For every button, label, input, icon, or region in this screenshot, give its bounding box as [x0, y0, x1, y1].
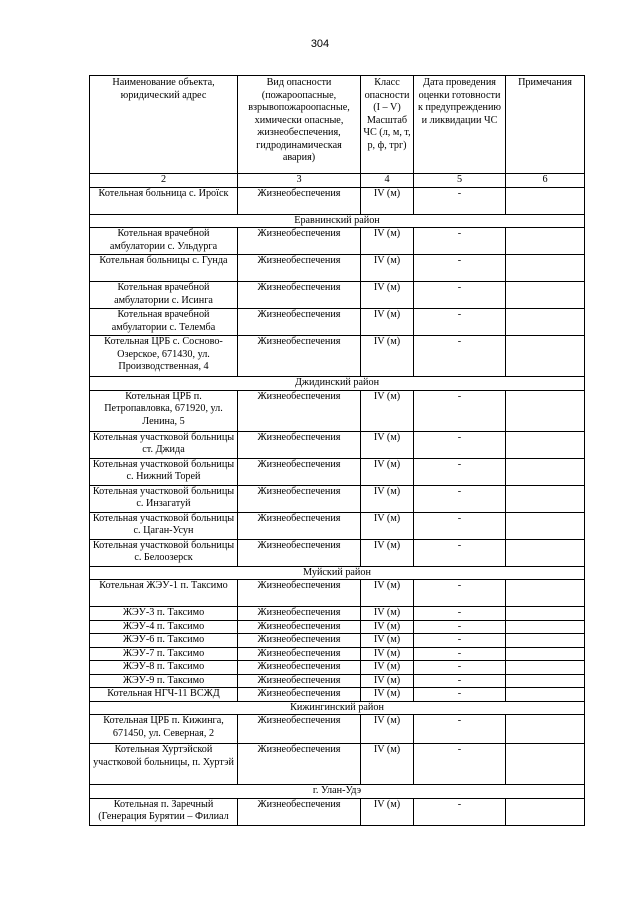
object-name-cell: ЖЭУ-3 п. Таксимо: [90, 607, 238, 621]
assessment-date-cell: -: [414, 744, 506, 785]
header-object-name: Наименование объекта, юридический адрес: [90, 76, 238, 174]
district-section-row: [90, 377, 585, 391]
hazard-class-cell: IV (м): [361, 620, 414, 634]
table-row: [90, 309, 585, 336]
hazard-class-cell: IV (м): [361, 228, 414, 255]
district-section-row: [90, 214, 585, 228]
table-row: [90, 255, 585, 282]
assessment-date-cell: -: [414, 228, 506, 255]
object-name-cell: Котельная участковой больницы ст. Джида: [90, 431, 238, 458]
table-row: [90, 634, 585, 648]
assessment-date-cell: -: [414, 485, 506, 512]
hazard-type-cell: Жизнеобеспечения: [238, 309, 361, 336]
header-notes: Примечания: [506, 76, 585, 174]
assessment-date-cell: -: [414, 634, 506, 648]
column-number: 5: [414, 174, 506, 188]
assessment-date-cell: -: [414, 620, 506, 634]
object-name-cell: Котельная участковой больницы с. Белоозерск: [90, 539, 238, 566]
assessment-date-cell: -: [414, 336, 506, 377]
table-row: [90, 458, 585, 485]
notes-cell: [506, 390, 585, 431]
hazard-class-cell: IV (м): [361, 282, 414, 309]
table-row: [90, 282, 585, 309]
table-row: [90, 607, 585, 621]
table-row: [90, 228, 585, 255]
hazard-type-cell: Жизнеобеспечения: [238, 539, 361, 566]
header-hazard-class: Класс опасности (I – V) Масштаб ЧС (л, м, т, р, ф, трг): [361, 76, 414, 174]
hazard-class-cell: IV (м): [361, 715, 414, 744]
table-row: [90, 661, 585, 675]
hazard-type-cell: Жизнеобеспечения: [238, 390, 361, 431]
table-row: [90, 798, 585, 825]
assessment-date-cell: -: [414, 674, 506, 688]
table-row: [90, 539, 585, 566]
table-row: [90, 512, 585, 539]
district-title: Муйский район: [90, 566, 585, 580]
object-name-cell: Котельная ЦРБ с. Сосново-Озерское, 671430, ул. Производственная, 4: [90, 336, 238, 377]
page-number: 304: [310, 38, 330, 50]
object-name-cell: Котельная больница с. Ироїск: [90, 187, 238, 214]
notes-cell: [506, 798, 585, 825]
notes-cell: [506, 309, 585, 336]
hazard-type-cell: Жизнеобеспечения: [238, 634, 361, 648]
hazard-class-cell: IV (м): [361, 309, 414, 336]
hazard-class-cell: IV (м): [361, 431, 414, 458]
header-assessment-date: Дата проведения оценки готовности к предупреждению и ликвидации ЧС: [414, 76, 506, 174]
object-name-cell: Котельная врачебной амбулатории с. Телемба: [90, 309, 238, 336]
assessment-date-cell: -: [414, 688, 506, 702]
assessment-date-cell: -: [414, 539, 506, 566]
notes-cell: [506, 634, 585, 648]
table-row: [90, 715, 585, 744]
table-row: [90, 580, 585, 607]
assessment-date-cell: -: [414, 715, 506, 744]
table-row: [90, 620, 585, 634]
notes-cell: [506, 485, 585, 512]
table-row: [90, 674, 585, 688]
hazard-class-cell: IV (м): [361, 607, 414, 621]
hazard-type-cell: Жизнеобеспечения: [238, 512, 361, 539]
district-section-row: [90, 701, 585, 715]
hazard-type-cell: Жизнеобеспечения: [238, 661, 361, 675]
hazard-class-cell: IV (м): [361, 187, 414, 214]
hazard-class-cell: IV (м): [361, 580, 414, 607]
district-title: Еравнинский район: [90, 214, 585, 228]
notes-cell: [506, 607, 585, 621]
header-hazard-type: Вид опасности (пожароопасные, взрывопожароопасные, химически опасные, жизнеобеспечения, гидродинамическая авария): [238, 76, 361, 174]
hazard-type-cell: Жизнеобеспечения: [238, 620, 361, 634]
hazard-type-cell: Жизнеобеспечения: [238, 228, 361, 255]
object-name-cell: Котельная врачебной амбулатории с. Исинга: [90, 282, 238, 309]
table-row: [90, 647, 585, 661]
table-row: [90, 336, 585, 377]
assessment-date-cell: -: [414, 282, 506, 309]
district-title: г. Улан-Удэ: [90, 785, 585, 799]
object-name-cell: ЖЭУ-6 п. Таксимо: [90, 634, 238, 648]
hazard-class-cell: IV (м): [361, 336, 414, 377]
column-number: 6: [506, 174, 585, 188]
assessment-date-cell: -: [414, 647, 506, 661]
hazard-type-cell: Жизнеобеспечения: [238, 674, 361, 688]
notes-cell: [506, 661, 585, 675]
object-name-cell: ЖЭУ-7 п. Таксимо: [90, 647, 238, 661]
assessment-date-cell: -: [414, 187, 506, 214]
object-name-cell: Котельная ЖЭУ-1 п. Таксимо: [90, 580, 238, 607]
notes-cell: [506, 336, 585, 377]
hazard-type-cell: Жизнеобеспечения: [238, 744, 361, 785]
hazard-type-cell: Жизнеобеспечения: [238, 607, 361, 621]
assessment-date-cell: -: [414, 661, 506, 675]
table-row: [90, 187, 585, 214]
hazard-class-cell: IV (м): [361, 647, 414, 661]
hazard-class-cell: IV (м): [361, 458, 414, 485]
hazard-type-cell: Жизнеобеспечения: [238, 187, 361, 214]
hazard-class-cell: IV (м): [361, 674, 414, 688]
assessment-date-cell: -: [414, 431, 506, 458]
hazard-type-cell: Жизнеобеспечения: [238, 798, 361, 825]
notes-cell: [506, 647, 585, 661]
notes-cell: [506, 620, 585, 634]
object-name-cell: ЖЭУ-4 п. Таксимо: [90, 620, 238, 634]
assessment-date-cell: -: [414, 607, 506, 621]
hazard-type-cell: Жизнеобеспечения: [238, 282, 361, 309]
notes-cell: [506, 744, 585, 785]
notes-cell: [506, 580, 585, 607]
table-body: [90, 174, 585, 826]
hazard-class-cell: IV (м): [361, 744, 414, 785]
assessment-date-cell: -: [414, 580, 506, 607]
object-name-cell: Котельная ЦРБ п. Петропавловка, 671920, ул. Ленина, 5: [90, 390, 238, 431]
notes-cell: [506, 715, 585, 744]
object-name-cell: Котельная участковой больницы с. Цаган-Усун: [90, 512, 238, 539]
object-name-cell: Котельная участковой больницы с. Нижний Торей: [90, 458, 238, 485]
hazard-type-cell: Жизнеобеспечения: [238, 688, 361, 702]
hazard-class-cell: IV (м): [361, 390, 414, 431]
hazard-type-cell: Жизнеобеспечения: [238, 580, 361, 607]
object-name-cell: ЖЭУ-9 п. Таксимо: [90, 674, 238, 688]
notes-cell: [506, 187, 585, 214]
district-section-row: [90, 566, 585, 580]
notes-cell: [506, 431, 585, 458]
hazard-class-cell: IV (м): [361, 661, 414, 675]
hazard-class-cell: IV (м): [361, 688, 414, 702]
hazard-type-cell: Жизнеобеспечения: [238, 255, 361, 282]
column-number: 4: [361, 174, 414, 188]
hazard-class-cell: IV (м): [361, 798, 414, 825]
table-row: [90, 390, 585, 431]
hazard-class-cell: IV (м): [361, 255, 414, 282]
table-row: [90, 744, 585, 785]
notes-cell: [506, 674, 585, 688]
table-row: [90, 688, 585, 702]
object-name-cell: Котельная НГЧ-11 ВСЖД: [90, 688, 238, 702]
district-section-row: [90, 785, 585, 799]
district-title: Кижингинский район: [90, 701, 585, 715]
notes-cell: [506, 458, 585, 485]
hazard-type-cell: Жизнеобеспечения: [238, 647, 361, 661]
hazard-type-cell: Жизнеобеспечения: [238, 715, 361, 744]
assessment-date-cell: -: [414, 390, 506, 431]
object-name-cell: Котельная участковой больницы с. Инзагатуй: [90, 485, 238, 512]
object-name-cell: Котельная больницы с. Гунда: [90, 255, 238, 282]
hazard-type-cell: Жизнеобеспечения: [238, 485, 361, 512]
hazard-objects-table: [89, 75, 585, 826]
hazard-type-cell: Жизнеобеспечения: [238, 336, 361, 377]
column-number-row: [90, 174, 585, 188]
hazard-type-cell: Жизнеобеспечения: [238, 431, 361, 458]
notes-cell: [506, 228, 585, 255]
object-name-cell: Котельная п. Заречный (Генерация Бурятии – Филиал: [90, 798, 238, 825]
assessment-date-cell: -: [414, 458, 506, 485]
district-title: Джидинский район: [90, 377, 585, 391]
object-name-cell: ЖЭУ-8 п. Таксимо: [90, 661, 238, 675]
assessment-date-cell: -: [414, 255, 506, 282]
assessment-date-cell: -: [414, 512, 506, 539]
hazard-class-cell: IV (м): [361, 539, 414, 566]
assessment-date-cell: -: [414, 309, 506, 336]
hazard-class-cell: IV (м): [361, 512, 414, 539]
notes-cell: [506, 282, 585, 309]
table-row: [90, 431, 585, 458]
notes-cell: [506, 255, 585, 282]
object-name-cell: Котельная врачебной амбулатории с. Ульдурга: [90, 228, 238, 255]
notes-cell: [506, 512, 585, 539]
hazard-class-cell: IV (м): [361, 485, 414, 512]
column-number: 2: [90, 174, 238, 188]
notes-cell: [506, 688, 585, 702]
column-number: 3: [238, 174, 361, 188]
hazard-type-cell: Жизнеобеспечения: [238, 458, 361, 485]
object-name-cell: Котельная ЦРБ п. Кижинга, 671450, ул. Северная, 2: [90, 715, 238, 744]
table-row: [90, 485, 585, 512]
hazard-class-cell: IV (м): [361, 634, 414, 648]
object-name-cell: Котельная Хуртэйской участковой больницы, п. Хуртэй: [90, 744, 238, 785]
notes-cell: [506, 539, 585, 566]
assessment-date-cell: -: [414, 798, 506, 825]
